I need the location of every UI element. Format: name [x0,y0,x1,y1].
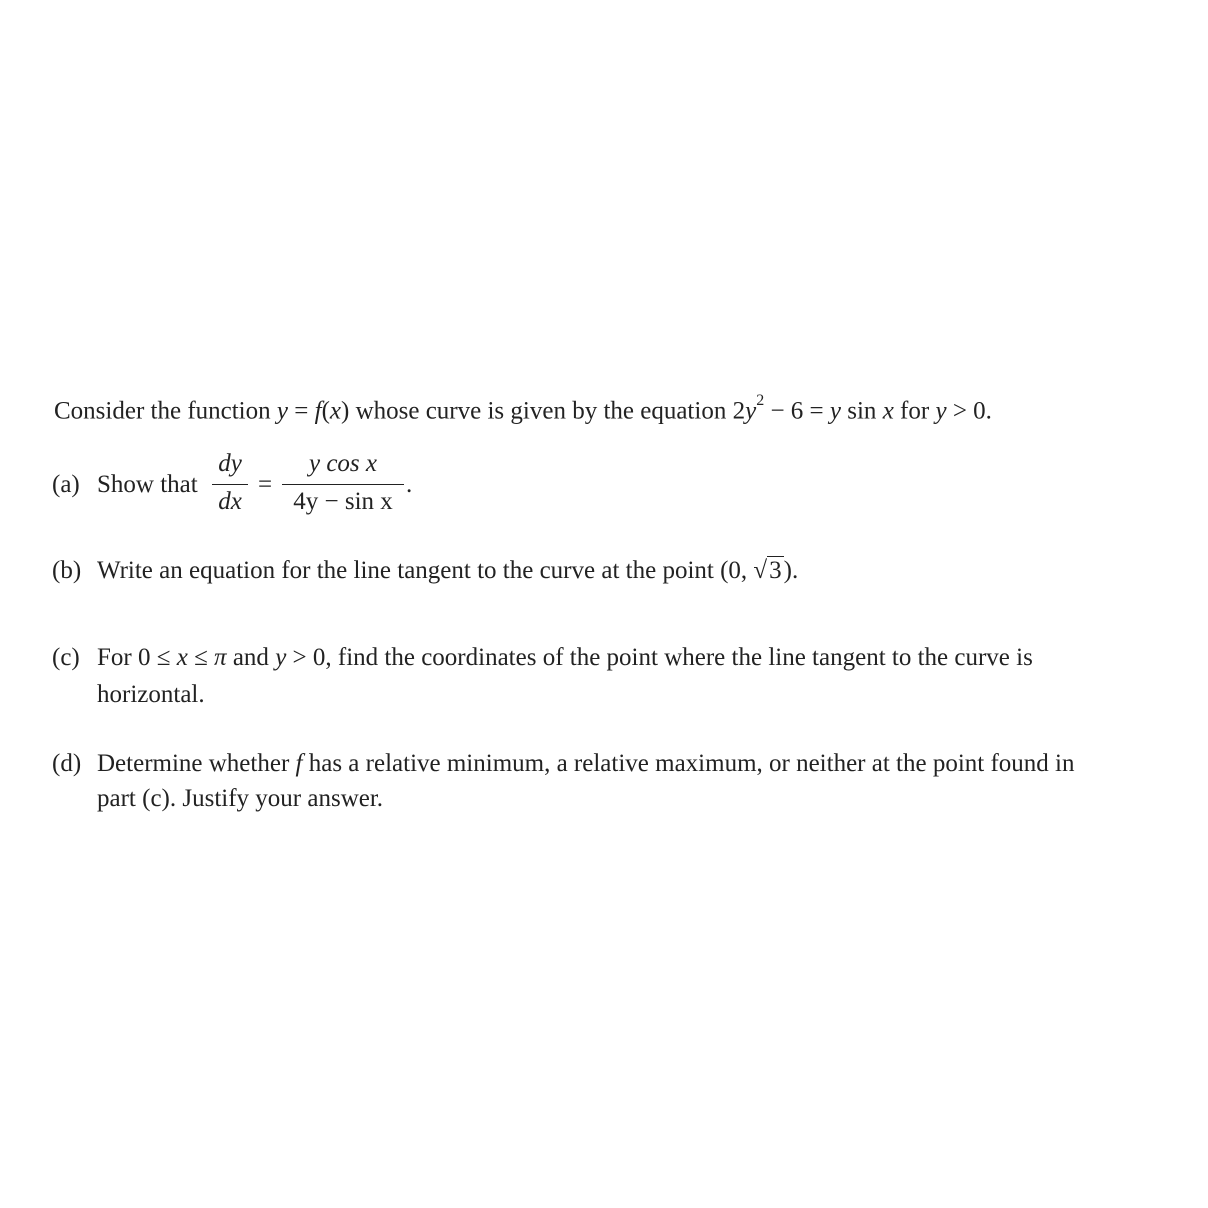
problem-intro [54,392,992,425]
part-d-line-1 [97,750,1075,778]
lhs-numerator: dy [218,450,242,477]
var-x: x [882,397,894,425]
rhs-fraction [282,450,404,522]
fraction-bar [212,484,248,485]
text: has a relative minimum, a relative maximum, or neither at the point found in [302,750,1075,777]
var-x: x [176,644,188,671]
text: and [226,644,276,671]
text: ≤ [187,644,215,671]
intro-text: − 6 = [764,397,830,425]
intro-text: ) whose curve is given by the equation 2 [341,397,746,425]
radical-sign: √ [753,557,768,584]
part-b-label: (b) [52,557,82,584]
intro-text: > 0. [946,397,992,425]
pi-symbol: π [214,644,227,671]
text: > 0, find the coordinates of the point where the line tangent to the curve is [286,644,1033,671]
fraction-bar [282,484,404,485]
radicand: 3 [769,557,782,584]
var-f: f [314,397,322,425]
lhs-denominator: dx [218,488,242,515]
intro-text: for [893,397,936,425]
var-y: y [275,644,287,671]
intro-text: ( [321,397,330,425]
period: . [406,471,413,498]
var-y: y [745,397,757,425]
equals-sign: = [258,471,273,498]
var-y: y [829,397,841,425]
intro-text: Consider the function [54,397,277,425]
part-c-line-1 [97,644,1033,672]
var-f: f [295,750,303,777]
var-y: y [935,397,947,425]
part-b-close: ). [783,557,799,584]
part-a-label: (a) [52,471,80,498]
rhs-denominator: 4y − sin x [293,488,393,515]
rhs-numerator: y cos x [308,450,378,477]
lhs-fraction [212,450,248,522]
part-b-text [97,557,798,585]
part-d-label: (d) [52,750,82,777]
intro-text: = [288,397,315,425]
part-c-label: (c) [52,644,80,671]
text: Determine whether [97,750,296,777]
var-y: y [276,397,288,425]
part-b-line: Write an equation for the line tangent to the curve at the point (0, [97,557,754,584]
part-d-line-2: part (c). Justify your answer. [97,785,384,812]
text: For 0 ≤ [97,644,177,671]
part-c-line-2: horizontal. [97,681,205,708]
part-a-text: Show that [97,471,198,498]
intro-text: sin [841,397,883,425]
square-root [753,557,783,585]
var-x: x [329,397,341,425]
exponent: 2 [756,392,765,409]
